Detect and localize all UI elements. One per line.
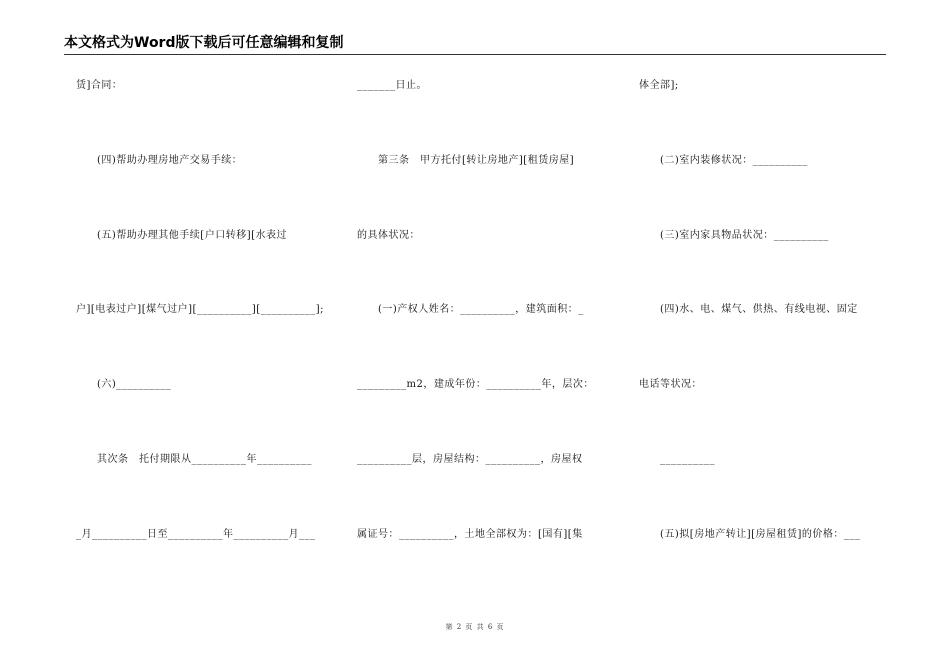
col1-line-6: 其次条 托付期限从__________年__________ <box>76 454 312 465</box>
col1-line-2: (四)帮助办理房地产交易手续： <box>76 155 243 166</box>
col3-line-5: 电话等状况： <box>639 379 702 390</box>
col3-line-7: (五)拟[房地产转让][房屋租赁]的价格：___ <box>639 529 861 540</box>
col1-line-7: _月__________日至__________年__________月___ <box>76 529 316 540</box>
col2-line-3: 的具体状况： <box>357 230 420 241</box>
col2-line-1: _______日止。 <box>357 80 427 91</box>
col1-line-1: 赁]合同： <box>76 80 123 91</box>
col2-line-7: 属证号：__________，土地全部权为：[国有][集 <box>357 529 583 540</box>
col3-line-2: (二)室内装修状况：__________ <box>639 155 808 166</box>
header-title: 本文格式为Word版下载后可任意编辑和复制 <box>64 35 344 51</box>
col1-line-4: 户][电表过户][煤气过户][__________][__________]; <box>76 304 324 315</box>
col3-line-3: (三)室内家具物品状况：__________ <box>639 230 829 241</box>
page-number: 第 2 页 共 6 页 <box>445 623 505 631</box>
col2-line-4: (一)产权人姓名：__________，建筑面积：_ <box>357 304 584 315</box>
col3-line-1: 体全部]; <box>639 80 679 91</box>
col3-line-4: (四)水、电、煤气、供热、有线电视、固定 <box>639 304 858 315</box>
col1-line-3: (五)帮助办理其他手续[户口转移][水表过 <box>76 230 288 241</box>
col1-line-5: (六)__________ <box>76 379 172 390</box>
col3-line-6: __________ <box>639 454 715 465</box>
col2-line-5: _________m2，建成年份：__________年，层次： <box>357 379 594 390</box>
page-header <box>64 34 886 55</box>
col2-line-2: 第三条 甲方托付[转让房地产][租赁房屋] <box>357 155 575 166</box>
col2-line-6: __________层，房屋结构：__________，房屋权 <box>357 454 583 465</box>
